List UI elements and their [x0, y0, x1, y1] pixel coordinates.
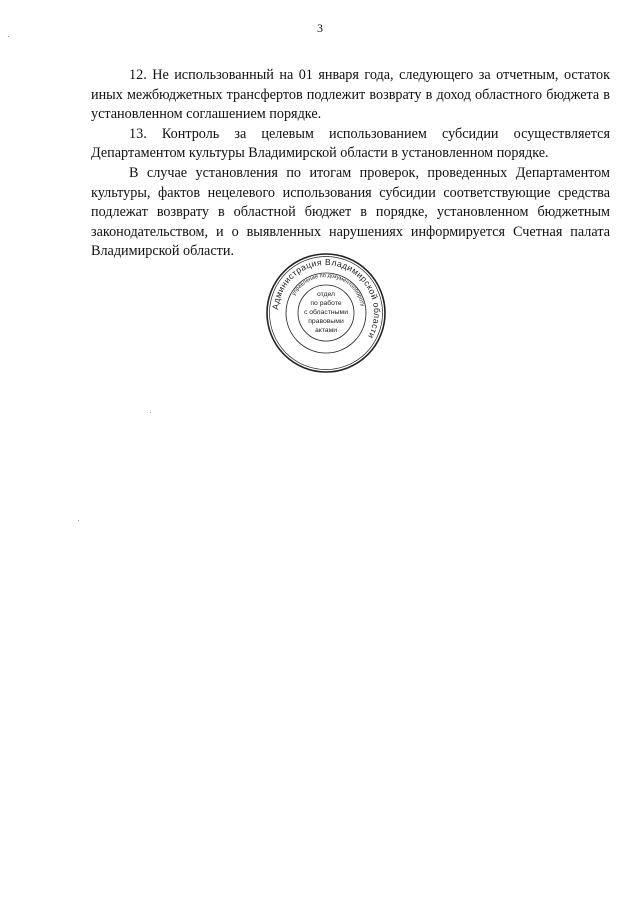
page-number: 3	[317, 21, 323, 35]
paragraph-12: 12. Не использованный на 01 января года, следующего за отчетным, остаток иных межбюджетных трансфертов подлежит возврату в доход областного бюджета в установленном соглашением порядке.	[91, 67, 610, 123]
official-seal	[264, 251, 388, 375]
seal-center-line-5: актами	[314, 327, 338, 334]
scan-speck	[78, 520, 79, 521]
seal-inner-text: управление по документообороту	[290, 272, 366, 307]
paragraph-13: 13. Контроль за целевым использованием субсидии осуществляется Департаментом культуры Владимирской области в установленном порядке.	[91, 125, 610, 162]
seal-center-line-2: по работе	[310, 300, 342, 307]
seal-center-line-1: отдел	[316, 291, 336, 298]
seal-outer-text: Администрация Владимирской области	[270, 256, 383, 341]
scan-speck	[150, 412, 151, 413]
seal-center-line-3: с областными	[303, 309, 349, 316]
seal-center-text	[304, 291, 348, 334]
scan-speck	[8, 36, 9, 37]
seal-graphic	[264, 251, 388, 375]
seal-center-line-4: правовыми	[308, 318, 344, 325]
document-body	[91, 66, 610, 262]
paragraph-violations: В случае установления по итогам проверок, проведенных Департаментом культуры, фактов нецелевого использования субсидии соответствующие средства подлежат возврату в областной бюджет в порядке, установленном бюджетным законодательством, и о выявленных нарушениях информируется Счетная палата Владимирской области.	[91, 164, 610, 260]
